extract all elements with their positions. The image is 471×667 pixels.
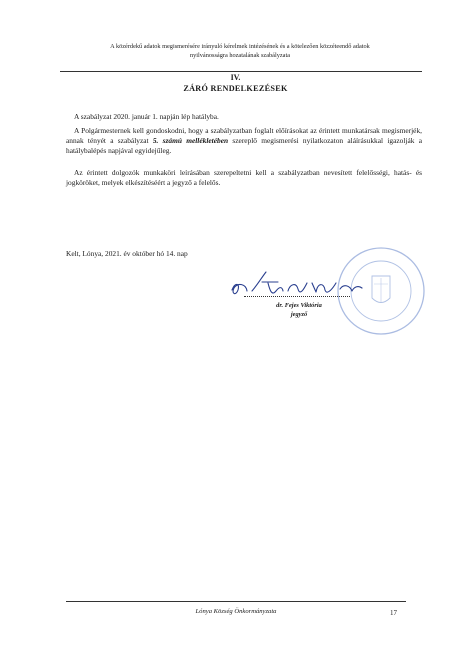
- page-number: 17: [390, 609, 397, 617]
- signer-block: [246, 301, 352, 319]
- paragraph-job-descriptions: Az érintett dolgozók munkaköri leírásában szerepeltetni kell a szabályzatban nevesített felelősségi, hatás- és jogköröket, melyek elkészítéséért a jegyző a felelős.: [66, 168, 422, 188]
- signer-name: dr. Fejes Viktória: [276, 302, 322, 309]
- signature-line: [244, 296, 350, 297]
- paragraph-text: A Polgármesternek kell gondoskodni, hogy a szabályzatban foglalt előírásokat az érintett munkatársak megismerjék, annak tényét a szabályzat: [66, 126, 422, 146]
- header-line-2: nyilvánosságra hozatalának szabályzata: [189, 52, 290, 59]
- header-line-1: A közérdekű adatok megismerésére irányuló kérelmek intézésének és a kötelezően közzéteendő adatok: [110, 43, 370, 50]
- official-stamp: [338, 248, 424, 334]
- section-title: ZÁRÓ RENDELKEZÉSEK: [183, 84, 288, 93]
- handwritten-signature: [232, 272, 362, 297]
- signer-role: jegyző: [290, 311, 308, 318]
- paragraph-text: szereplő megismerési nyilatkozaton aláírásukkal igazolják a hatálybalépés napjával egyidejűleg.: [66, 136, 422, 156]
- section-number: IV.: [230, 73, 241, 82]
- footer-organization: Lónya Község Önkormányzata: [195, 608, 277, 615]
- footer-divider: [66, 601, 406, 602]
- date-line: Kelt, Lónya, 2021. év október hó 14. nap: [66, 249, 188, 258]
- paragraph-effective-date: A szabályzat 2020. január 1. napján lép hatályba.: [74, 112, 219, 121]
- annex-reference: 5. számú mellékletében: [152, 136, 229, 146]
